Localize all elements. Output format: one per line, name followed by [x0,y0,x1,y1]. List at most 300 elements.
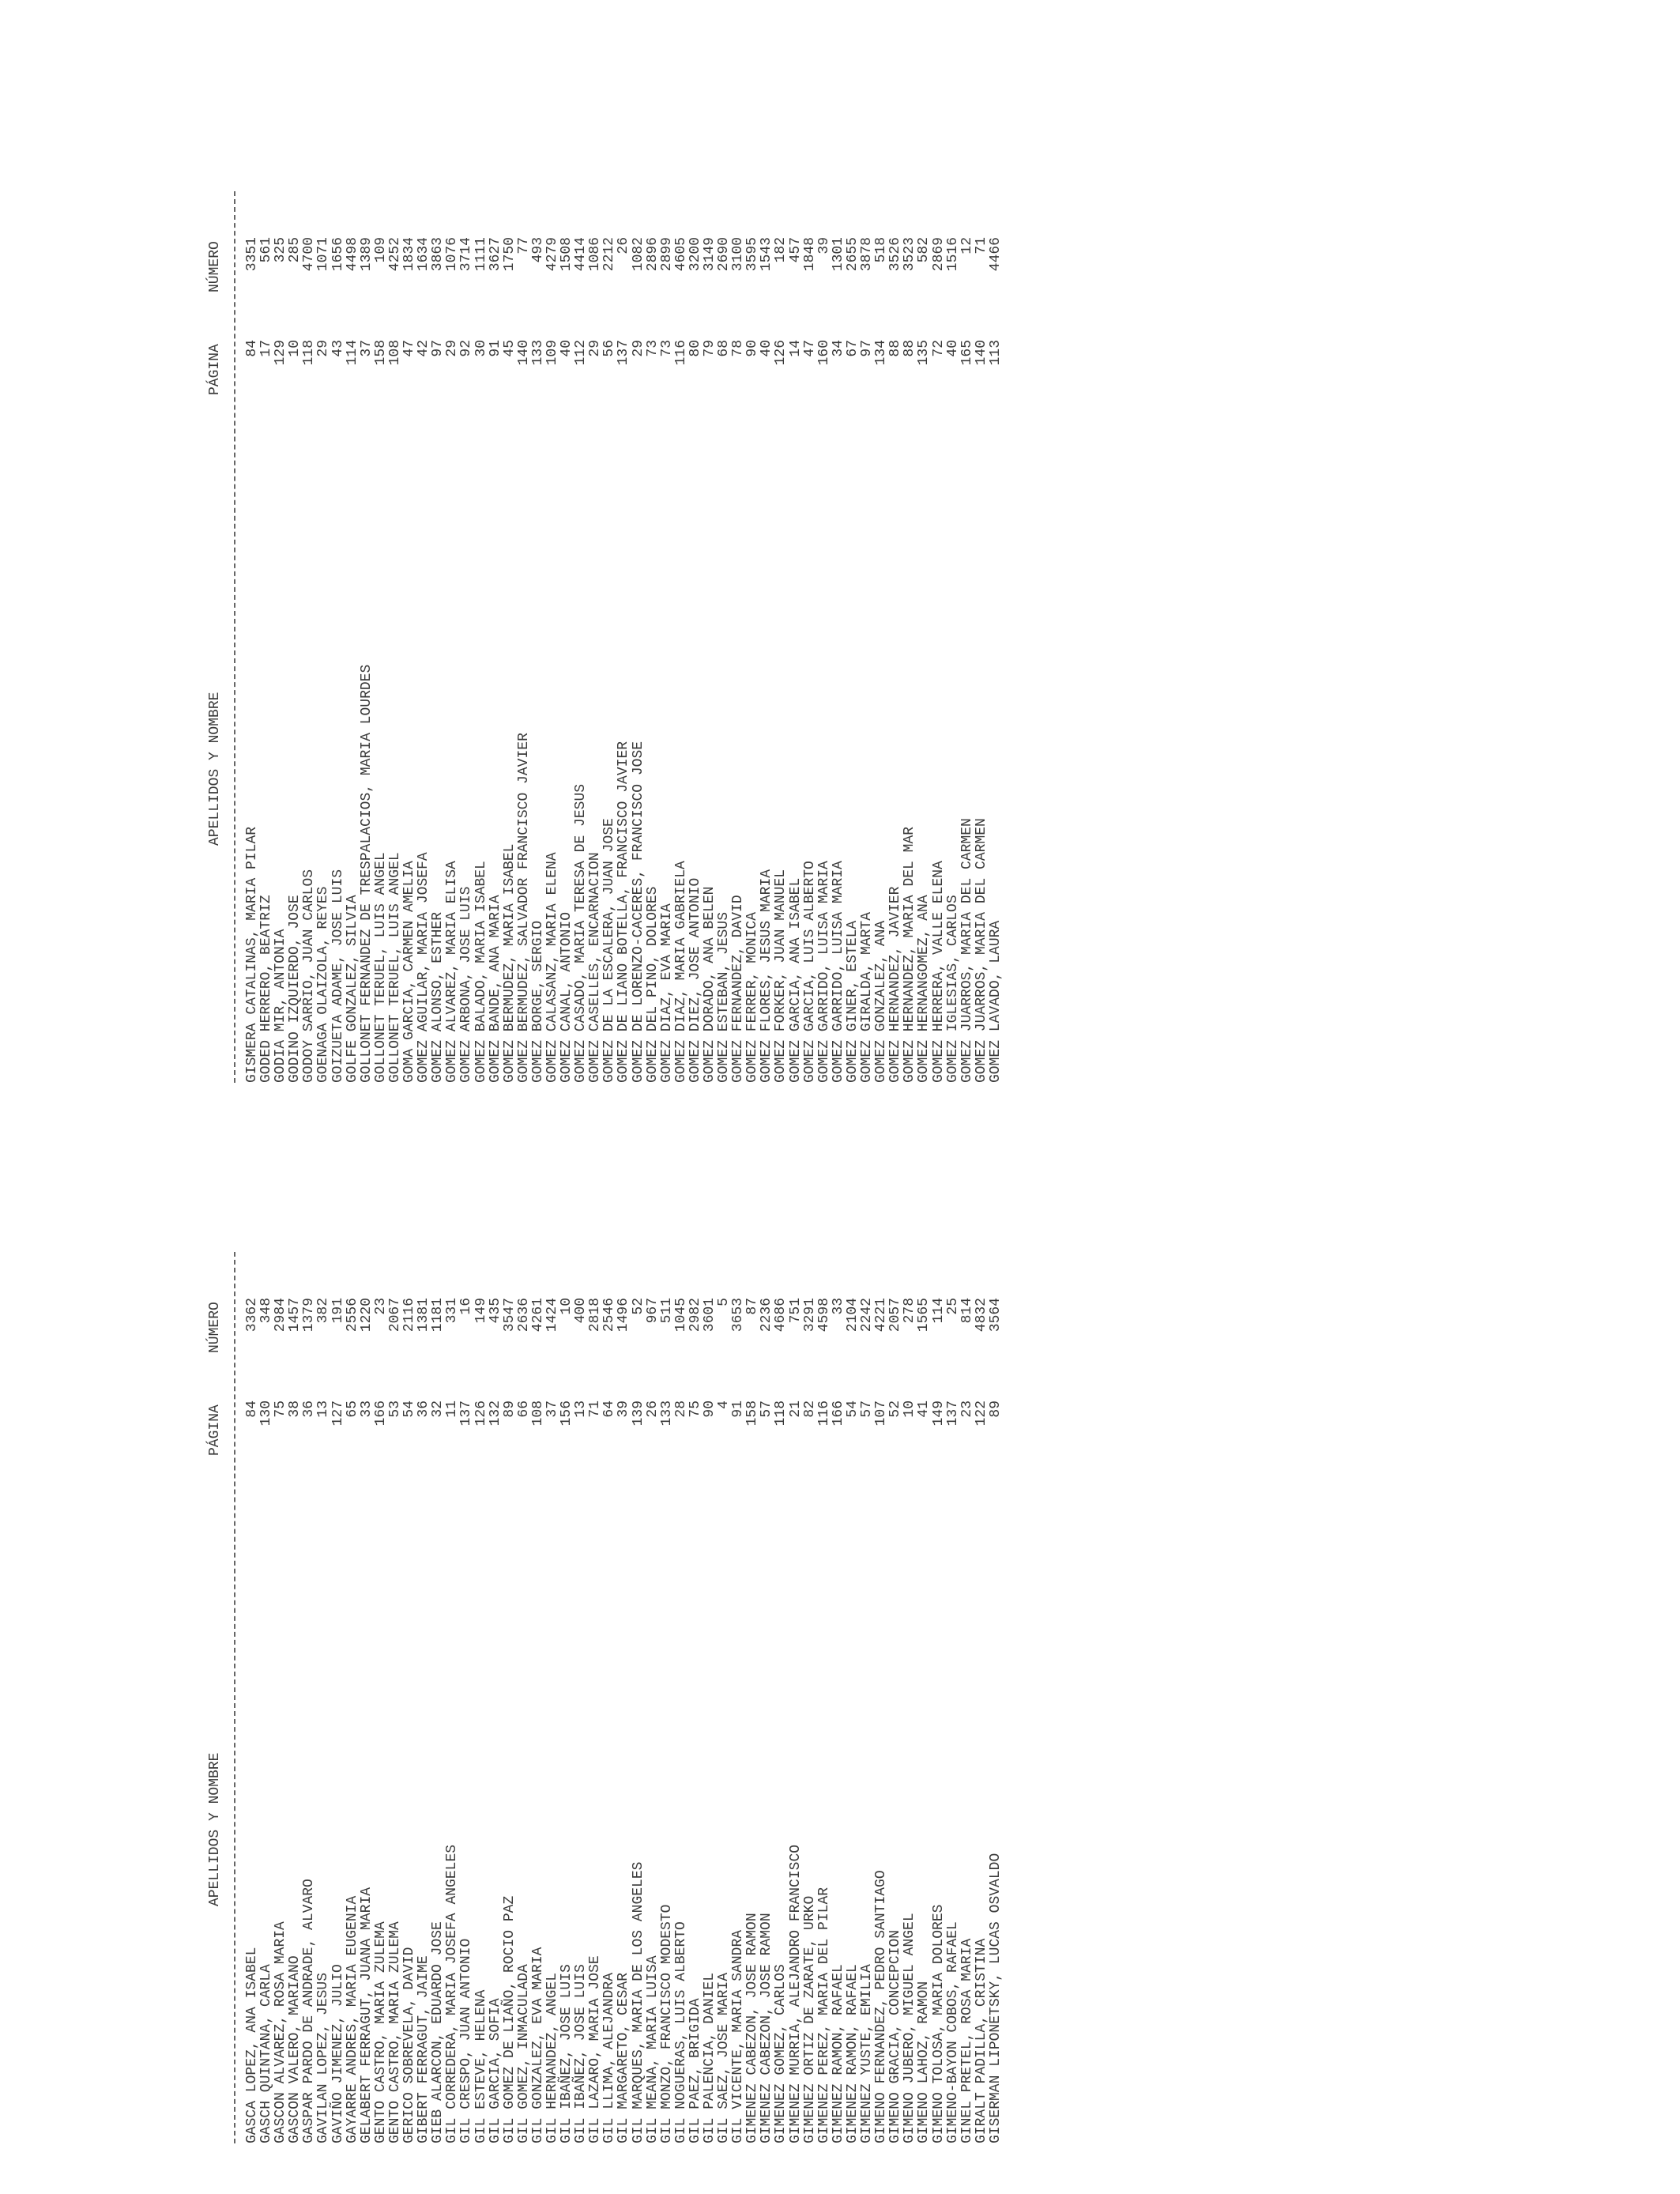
name-cell: GIMENEZ CABEZON, JOSE RAMON [759,1913,775,2143]
name-cell: GIBERT FERRAGUT, JAIME [416,1955,432,2143]
name-cell: GIMENEZ RAMON, RAFAEL [830,1964,846,2143]
name-cell: GOMEZ DORADO, ANA BELEN [702,886,718,1083]
table-row [917,24,931,1083]
number-cell: 1045 [672,1298,689,1333]
table-row [474,1084,488,2143]
number-cell: 4832 [973,1298,989,1333]
number-cell: 2546 [601,1298,618,1333]
number-cell: 16 [458,1298,475,1315]
table-row [302,1084,316,2143]
table-row [545,1084,559,2143]
table-row [616,24,631,1083]
number-cell: 285 [287,237,303,263]
column-header [207,1084,231,2143]
number-cell: 1834 [401,237,418,272]
page-cell: 28 [672,1400,689,1418]
header-page: PÁGINA [207,1404,223,1456]
name-cell: GIL IBAÑEZ, JOSE LUIS [573,1964,590,2143]
table-row [703,24,717,1083]
name-cell: GIMENO TOLOSA, MARIA DOLORES [930,1904,947,2143]
page-cell: 21 [787,1400,804,1418]
dashed-rule [234,191,245,1083]
number-cell: 1071 [315,237,332,272]
header-number: NÚMERO [207,241,223,292]
number-cell: 4598 [816,1298,832,1333]
column-header [207,24,231,1083]
number-cell: 1379 [301,1298,318,1333]
page-cell: 107 [873,1400,890,1427]
number-cell: 26 [616,237,632,254]
page-cell: 73 [658,340,675,357]
page-cell: 149 [930,1400,947,1427]
page-cell: 54 [844,1400,861,1418]
table-row [759,1084,774,2143]
page-cell: 73 [644,340,661,357]
name-cell: GIL MONZO, FRANCISCO MODESTO [658,1904,675,2143]
number-cell: 3149 [702,237,718,272]
page-cell: 116 [816,1400,832,1427]
page-cell: 38 [287,1400,303,1418]
page-cell: 78 [730,340,747,357]
page-cell: 11 [444,1400,461,1418]
table-row [831,1084,846,2143]
table-row [503,1084,517,2143]
number-cell: 967 [644,1298,661,1324]
table-row [588,1084,602,2143]
number-cell: 1750 [501,237,518,272]
number-cell: 3100 [730,237,747,272]
page-cell: 34 [830,340,846,357]
number-cell: 325 [273,237,289,263]
table-row [273,24,288,1083]
name-cell: GIL LLIMA, ALEJANDRA [601,1972,618,2143]
number-cell: 4686 [773,1298,789,1333]
table-row [374,1084,388,2143]
table-row [989,24,1003,1083]
number-cell: 3601 [702,1298,718,1333]
name-cell: GOMEZ DEL PINO, DOLORES [644,886,661,1083]
name-cell: GIMENEZ MURRIA, ALEJANDRO FRANCISCO [787,1844,804,2143]
right-column [207,24,1003,1083]
number-cell: 77 [515,237,532,254]
page-cell: 53 [386,1400,403,1418]
number-cell: 109 [372,237,389,263]
name-cell: GASCON VALERO, MARIANO [287,1955,303,2143]
number-cell: 1220 [358,1298,375,1333]
page-cell: 67 [844,340,861,357]
number-cell: 3526 [887,237,904,272]
table-row [789,24,803,1083]
number-cell: 5 [716,1298,733,1306]
name-cell: GOLLONET TERUEL, LUIS ANGEL [372,852,389,1083]
name-cell: GISMERA CATALINAS, MARIA PILAR [244,826,260,1083]
table-row [860,1084,874,2143]
name-cell: GIL MEANA, MARIA LUISA [644,1955,661,2143]
name-cell: GOMEZ BERMUDEZ, MARIA ISABEL [501,843,518,1083]
table-row [531,24,545,1083]
table-row [745,1084,759,2143]
page-cell: 40 [759,340,775,357]
number-cell: 751 [787,1298,804,1324]
table-row [731,1084,745,2143]
number-cell: 4252 [386,237,403,272]
name-cell: GIMENO-BAYON COBOS, RAFAEL [944,1921,961,2143]
name-cell: GELABERT FERRAGUT, JUANA MARIA [358,1887,375,2143]
number-cell: 2116 [401,1298,418,1333]
table-row [416,1084,431,2143]
page-cell: 108 [386,340,403,366]
page-cell: 45 [501,340,518,357]
page-cell: 92 [458,340,475,357]
page-cell: 84 [244,1400,260,1418]
page-cell: 137 [616,340,632,366]
number-cell: 3547 [501,1298,518,1333]
number-cell: 3200 [687,237,703,272]
table-row [345,1084,360,2143]
page-cell: 133 [658,1400,675,1427]
table-row [717,24,731,1083]
number-cell: 2057 [887,1298,904,1333]
header-page: PÁGINA [207,344,223,395]
table-row [888,1084,902,2143]
name-cell: GIMENEZ ORTIZ DE ZARATE, URKO [801,1895,818,2143]
table-row [474,24,488,1083]
page-cell: 29 [630,340,646,357]
name-cell: GIL LAZARO, MARIA JOSE [587,1955,604,2143]
number-cell: 493 [529,237,546,263]
number-cell: 4700 [301,237,318,272]
name-cell: GASCH QUINTANA, CARLA [258,1964,275,2143]
page-cell: 166 [372,1400,389,1427]
name-cell: GOMEZ GARCIA, ANA ISABEL [787,877,804,1083]
table-row [789,1084,803,2143]
number-cell: 1457 [287,1298,303,1333]
name-cell: GAVILAN LOPEZ, JESUS [315,1972,332,2143]
table-row [688,24,703,1083]
name-cell: GOMEZ DE LORENZO-CACERES, FRANCISCO JOSE [630,741,646,1083]
table-row [331,1084,345,2143]
table-row [831,24,846,1083]
page-cell: 134 [873,340,890,366]
table-row [646,24,660,1083]
table-row [402,1084,416,2143]
page-cell: 88 [902,340,918,357]
table-row [459,1084,473,2143]
name-cell: GIL GONZALEZ, EVA MARIA [529,1947,546,2143]
page-cell: 90 [744,340,761,357]
name-cell: GODIA MIR, ANTONIA [273,929,289,1083]
table-row [416,24,431,1083]
name-cell: GIL CRESPO, JUAN ANTONIO [458,1938,475,2143]
name-cell: GOMEZ HERNANDEZ, JAVIER [887,886,904,1083]
table-row [932,24,946,1083]
name-cell: GENTO CASTRO, MARIA ZULEMA [372,1921,389,2143]
page-cell: 116 [672,340,689,366]
name-cell: GIMENEZ CABEZON, JOSE RAMON [744,1913,761,2143]
table-row [245,24,259,1083]
number-cell: 561 [258,237,275,263]
name-cell: GOMEZ HERNANDEZ, MARIA DEL MAR [902,826,918,1083]
number-cell: 3564 [987,1298,1004,1333]
name-cell: GOMEZ FORKER, JUAN MANUEL [773,869,789,1083]
name-cell: GIMENO LAHOZ, RAMON [916,1981,932,2143]
page-cell: 91 [730,1400,747,1418]
page-cell: 158 [744,1400,761,1427]
number-cell: 2242 [859,1298,876,1333]
table-row [932,1084,946,2143]
page-cell: 68 [716,340,733,357]
page-cell: 26 [644,1400,661,1418]
name-cell: GOMEZ BANDE, ANA MARIA [487,895,503,1083]
table-row [646,1084,660,2143]
table-row [902,24,917,1083]
table-row [974,24,989,1083]
table-row [860,24,874,1083]
number-cell: 582 [916,237,932,263]
number-cell: 3523 [902,237,918,272]
table-row [316,24,330,1083]
number-cell: 1565 [916,1298,932,1333]
page-cell: 137 [944,1400,961,1427]
number-cell: 1389 [358,237,375,272]
number-cell: 4605 [672,237,689,272]
table-row [888,24,902,1083]
number-cell: 39 [816,237,832,254]
number-cell: 1086 [587,237,604,272]
name-cell: GOMEZ HERRERA, VALLE ELENA [930,861,947,1083]
name-cell: GIL NOGUERAS, LUIS ALBERTO [672,1921,689,2143]
row-list [245,24,1003,1083]
table-row [817,1084,831,2143]
name-cell: GIL GOMEZ, INMACULADA [515,1964,532,2143]
table-row [360,24,374,1083]
page-cell: 84 [244,340,260,357]
name-cell: GOMEZ GONZALEZ, ANA [873,920,890,1083]
number-cell: 1076 [444,237,461,272]
table-row [960,1084,974,2143]
name-cell: GOLLONET TERUEL, LUIS ANGEL [386,852,403,1083]
name-cell: GENTO CASTRO, MARIA ZULEMA [386,1921,403,2143]
page-cell: 75 [687,1400,703,1418]
page-cell: 79 [702,340,718,357]
table-row [273,1084,288,2143]
name-cell: GOLLONET FERNANDEZ DE TRESPALACIOS, MARIA LOURDES [358,664,375,1083]
table-row [445,24,459,1083]
number-cell: 114 [930,1298,947,1324]
number-cell: 87 [744,1298,761,1315]
table-row [531,1084,545,2143]
page-cell: 43 [330,340,346,357]
name-cell: GOMEZ DIAZ, MARIA GABRIELA [672,861,689,1083]
number-cell: 4279 [544,237,560,272]
number-cell: 511 [658,1298,675,1324]
number-cell: 1543 [759,237,775,272]
page-cell: 30 [473,340,489,357]
table-row [288,1084,302,2143]
name-cell: GOMEZ CALASANZ, MARIA ELENA [544,852,560,1083]
page-cell: 57 [759,1400,775,1418]
page-cell: 13 [573,1400,590,1418]
name-cell: GIL SAEZ, JOSE MARIA [716,1972,733,2143]
name-cell: GERICO SOBREVELA, DAVID [401,1947,418,2143]
table-row [345,24,360,1083]
name-cell: GOMEZ DIEZ, JOSE ANTONIO [687,877,703,1083]
number-cell: 1848 [801,237,818,272]
table-row [445,1084,459,2143]
page-cell: 54 [401,1400,418,1418]
table-row [960,24,974,1083]
table-row [360,1084,374,2143]
table-row [703,1084,717,2143]
number-cell: 457 [787,237,804,263]
page-cell: 129 [273,340,289,366]
table-row [245,1084,259,2143]
name-cell: GOMA GARCIA, CARMEN AMELIA [401,861,418,1083]
table-row [488,1084,503,2143]
page-cell: 14 [787,340,804,357]
number-cell: 2212 [601,237,618,272]
table-row [602,24,616,1083]
page-cell: 64 [601,1400,618,1418]
number-cell: 400 [573,1298,590,1324]
name-cell: GOMEZ CANAL, ANTONIO [559,911,575,1083]
table-row [374,24,388,1083]
name-cell: GIRALT PADILLA, CRISTINA [973,1938,989,2143]
table-row [431,24,445,1083]
number-cell: 10 [559,1298,575,1315]
name-cell: GOIZUETA ADAME, JOSE LUIS [330,869,346,1083]
number-cell: 52 [630,1298,646,1315]
table-row [602,1084,616,2143]
page-cell: 82 [801,1400,818,1418]
page-cell: 17 [258,340,275,357]
table-row [774,24,788,1083]
page-cell: 80 [687,340,703,357]
dashed-rule [234,1252,245,2143]
page-cell: 135 [916,340,932,366]
table-row [745,24,759,1083]
name-cell: GIMENEZ GOMEZ, CARLOS [773,1964,789,2143]
page-cell: 37 [358,340,375,357]
page-cell: 137 [458,1400,475,1427]
page-cell: 40 [944,340,961,357]
number-cell: 814 [959,1298,975,1324]
page-cell: 42 [416,340,432,357]
header-number: NÚMERO [207,1302,223,1353]
name-cell: GINEL PRETEL, ROSA MARIA [959,1938,975,2143]
table-row [517,1084,531,2143]
number-cell: 4498 [344,237,360,272]
page-cell: 133 [529,340,546,366]
page-cell: 122 [973,1400,989,1427]
name-cell: GOMEZ IGLESIAS, CARLOS [944,895,961,1083]
table-row [731,24,745,1083]
name-cell: GOMEZ JUARROS, MARIA DEL CARMEN [959,818,975,1083]
number-cell: 518 [873,237,890,263]
number-cell: 2556 [344,1298,360,1333]
number-cell: 2067 [386,1298,403,1333]
number-cell: 3863 [430,237,446,272]
number-cell: 182 [773,237,789,263]
table-row [616,1084,631,2143]
table-row [588,24,602,1083]
table-row [431,1084,445,2143]
number-cell: 1508 [559,237,575,272]
table-row [946,1084,960,2143]
page-cell: 130 [258,1400,275,1427]
name-cell: GOMEZ FLORES, JESUS MARIA [759,869,775,1083]
page-cell: 118 [301,340,318,366]
page-cell: 37 [544,1400,560,1418]
table-row [803,24,817,1083]
table-row [459,24,473,1083]
page-cell: 90 [702,1400,718,1418]
name-cell: GOMEZ ALONSO, ESTHER [430,911,446,1083]
name-cell: GOENAGA OLAIZOLA, REYES [315,886,332,1083]
number-cell: 3714 [458,237,475,272]
table-row [545,24,559,1083]
name-cell: GIL HERNANDEZ, ANGEL [544,1972,560,2143]
table-row [388,24,402,1083]
page-cell: 97 [430,340,446,357]
page-cell: 113 [987,340,1004,366]
table-row [989,1084,1003,2143]
number-cell: 435 [487,1298,503,1324]
name-cell: GOMEZ HERNANGOMEZ, ANA [916,895,932,1083]
table-row [631,24,646,1083]
header-name: APELLIDOS Y NOMBRE [207,692,223,846]
number-cell: 1656 [330,237,346,272]
name-cell: GOMEZ BALADO, MARIA ISABEL [473,861,489,1083]
number-cell: 2869 [930,237,947,272]
name-cell: GOMEZ JUARROS, MARIA DEL CARMEN [973,818,989,1083]
page-cell: 156 [559,1400,575,1427]
page-cell: 13 [315,1400,332,1418]
page-cell: 97 [859,340,876,357]
name-cell: GOMEZ CASADO, MARIA TERESA DE JESUS [573,783,590,1083]
name-cell: GASPAR PARDO DE ANDRADE, ALVARO [301,1879,318,2143]
table-row [874,24,888,1083]
name-cell: GIL ESTEVE, HELENA [473,1989,489,2143]
page-cell: 47 [801,340,818,357]
name-cell: GIL IBAÑEZ, JOSE LUIS [559,1964,575,2143]
name-cell: GOMEZ ESTEBAN, JESUS [716,911,733,1083]
table-row [874,1084,888,2143]
page-cell: 23 [959,1400,975,1418]
table-row [817,24,831,1083]
number-cell: 4261 [529,1298,546,1333]
number-cell: 3362 [244,1298,260,1333]
page-cell: 29 [444,340,461,357]
number-cell: 382 [315,1298,332,1324]
number-cell: 2690 [716,237,733,272]
left-column [207,1084,1003,2143]
page-cell: 57 [859,1400,876,1418]
number-cell: 4414 [573,237,590,272]
page-cell: 132 [487,1400,503,1427]
name-cell: GIL PALENCIA, DANIEL [702,1972,718,2143]
name-cell: GAVIÑO JIMENEZ, JULIO [330,1964,346,2143]
name-cell: GASCON ALVAREZ, ROSA MARIA [273,1921,289,2143]
page-cell: 108 [529,1400,546,1427]
name-cell: GIMENEZ YUSTE, EMILIA [859,1964,876,2143]
page-cell: 158 [372,340,389,366]
name-cell: GODINO IZQUIERDO, JOSE [287,895,303,1083]
number-cell: 1181 [430,1298,446,1333]
row-list [245,1084,1003,2143]
number-cell: 1424 [544,1298,560,1333]
number-cell: 2236 [759,1298,775,1333]
